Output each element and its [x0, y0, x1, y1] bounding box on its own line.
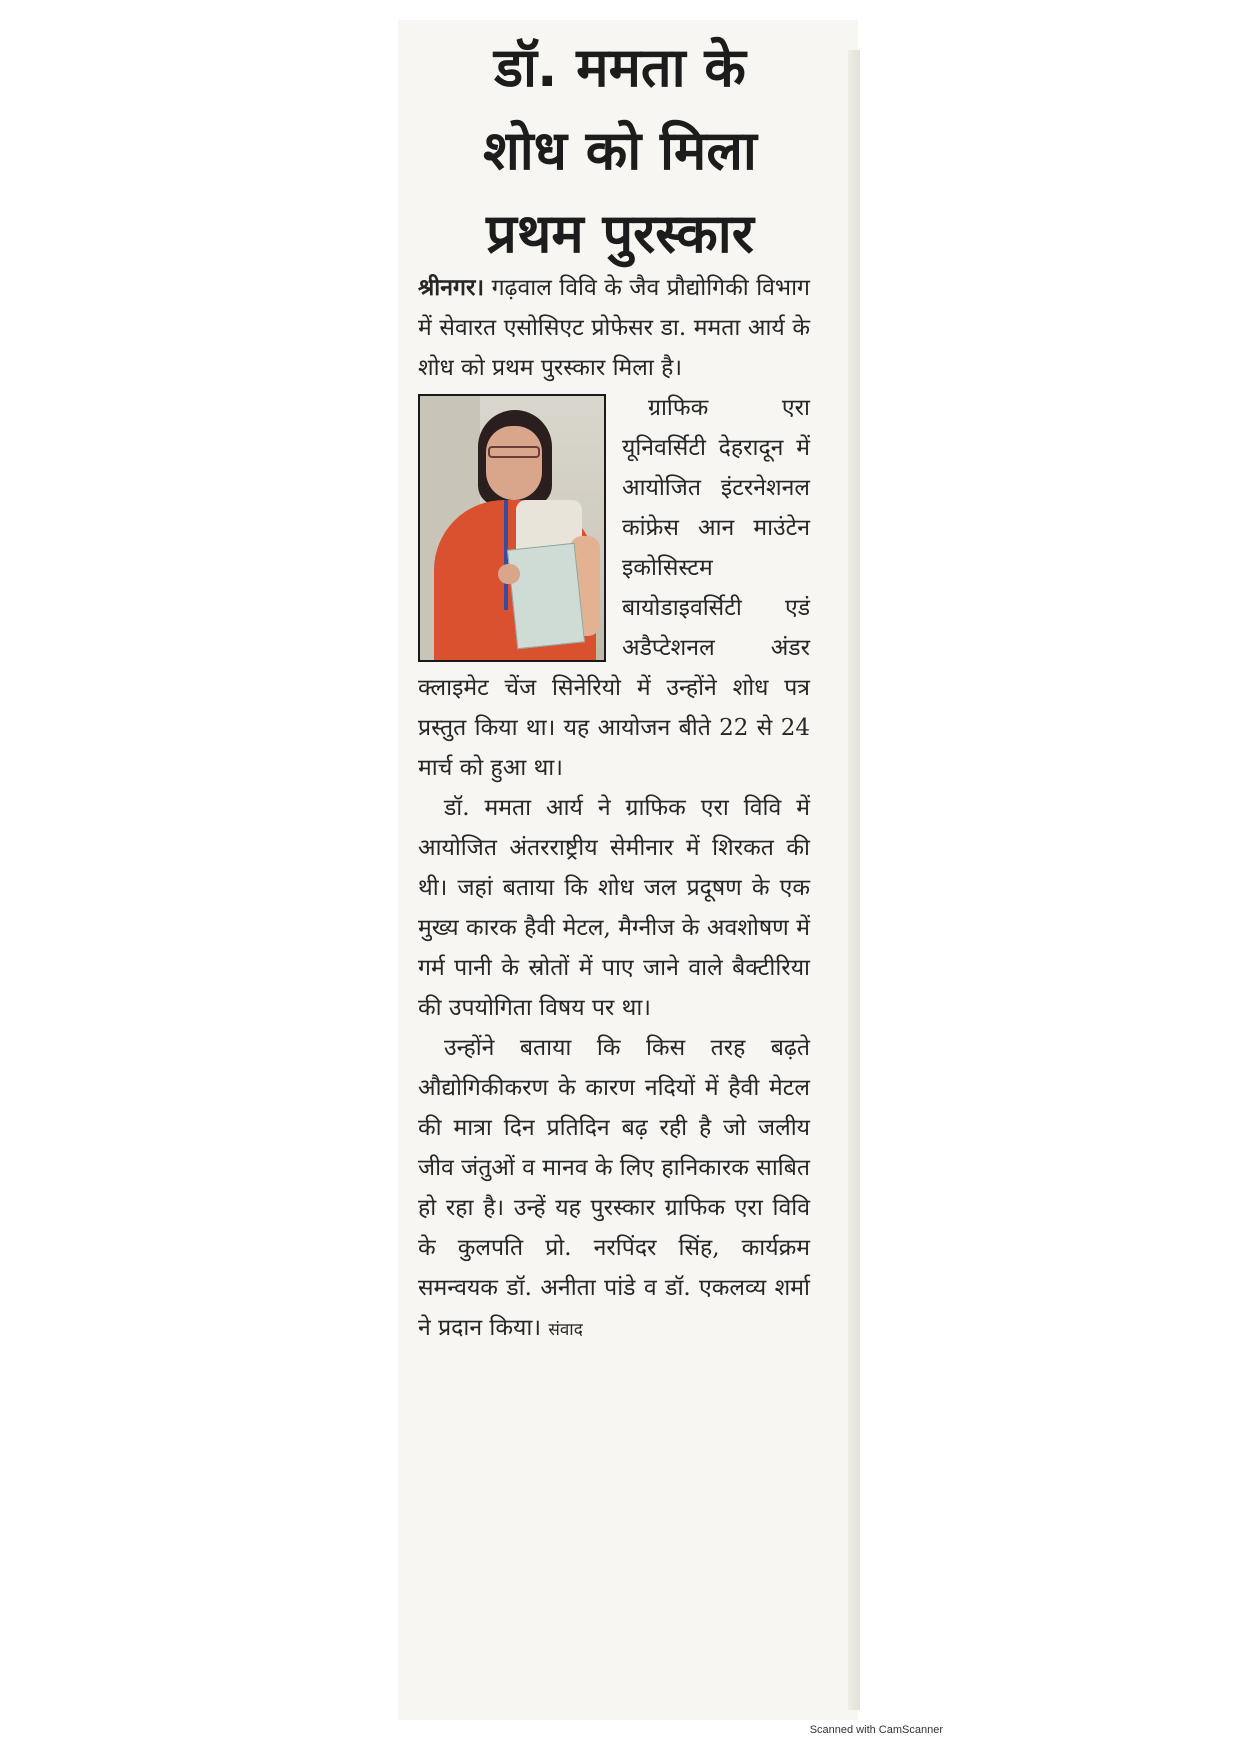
photo-certificate — [507, 543, 585, 650]
paragraph-4-text: उन्होंने बताया कि किस तरह बढ़ते औद्योगिकीकरण के कारण नदियों में हैवी मेटल की मात्रा दिन प्रतिदिन बढ़ रही है जो जलीय जीव जंतुओं व मानव के लिए हानिकारक साबित हो रहा है। उन्हें यह पुरस्कार ग्राफिक एरा विवि के कुलपति प्रो. नरपिंदर सिंह, कार्यक्रम समन्वयक डॉ. अनीता पांडे व डॉ. एकलव्य शर्मा ने प्रदान किया। — [418, 1035, 810, 1341]
portrait-photo — [418, 394, 606, 662]
headline-line-3: प्रथम पुरस्कार — [486, 202, 754, 265]
photo-face — [486, 426, 542, 500]
dateline: श्रीनगर। — [418, 274, 485, 301]
headline-line-2: शोध को मिला — [483, 119, 757, 182]
photo-glasses — [488, 446, 540, 458]
paragraph-1 — [418, 268, 810, 388]
paragraph-1-text: गढ़वाल विवि के जैव प्रौद्योगिकी विभाग में सेवारत एसोसिएट प्रोफेसर डा. ममता आर्य के शोध को प्रथम पुरस्कार मिला है। — [418, 275, 811, 381]
scanner-watermark: Scanned with CamScanner — [809, 1724, 943, 1736]
headline-line-1: डॉ. ममता के — [494, 36, 746, 99]
photo-hand — [498, 564, 520, 584]
clipping-edge-shadow — [848, 50, 860, 1710]
paragraph-2-text: ग्राफिक एरा यूनिवर्सिटी देहरादून में आयोजित इंटरनेशनल कांफ्रेस आन माउंटेन इकोसिस्टम बायोडाइवर्सिटी एडं अडैप्टेशनल अंडर क्लाइमेट चेंज सिनेरियो में उन्होंने शोध पत्र प्रस्तुत किया था। यह आयोजन बीते 22 से 24 मार्च को हुआ था। — [418, 395, 810, 781]
article-headline — [420, 26, 820, 275]
news-credit: संवाद — [548, 1320, 583, 1340]
paragraph-3: डॉ. ममता आर्य ने ग्राफिक एरा विवि में आयोजित अंतरराष्ट्रीय सेमीनार में शिरकत की थी। जहां बताया कि शोध जल प्रदूषण के एक मुख्य कारक हैवी मेटल, मैग्नीज के अवशोषण में गर्म पानी के स्रोतों में पाए जाने वाले बैक्टीरिया की उपयोगिता विषय पर था। — [418, 795, 810, 1021]
paragraph-2 — [418, 388, 810, 788]
paragraph-4 — [418, 1028, 810, 1350]
article-body — [418, 268, 810, 1350]
